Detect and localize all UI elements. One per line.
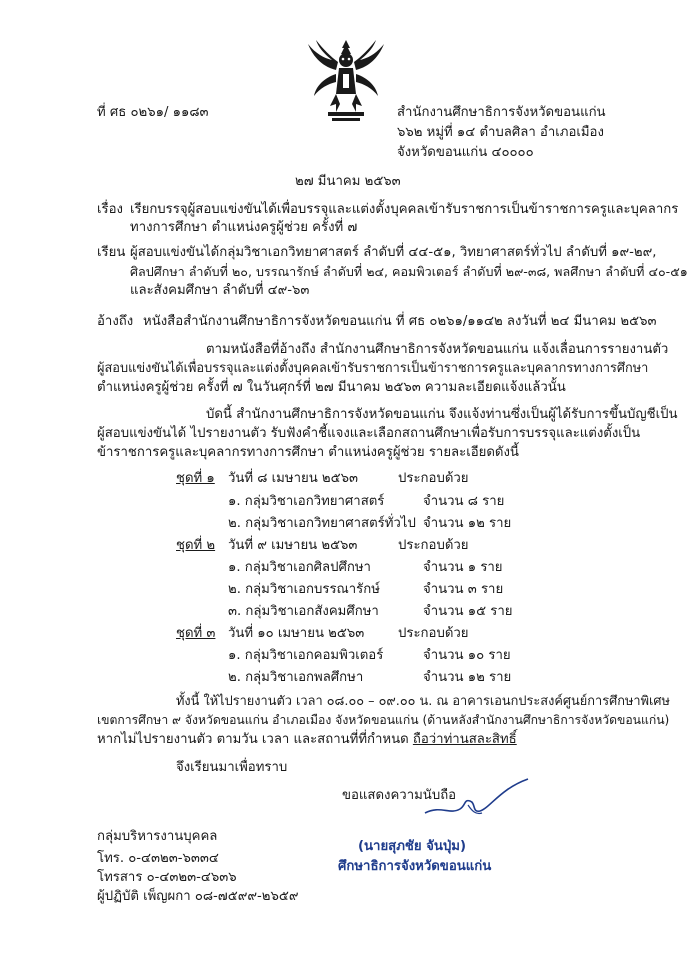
- signer-name: (นายสุภชัย จันปุ่ม): [358, 839, 467, 854]
- contact-department: กลุ่มบริหารงานบุคคล: [97, 829, 218, 844]
- contact-officer: ผู้ปฏิบัติ เพ็ญผกา ๐๘-๗๕๙๙-๒๖๕๙: [97, 889, 299, 904]
- contact-telephone: โทร. ๐-๔๓๒๓-๖๓๓๔: [97, 851, 219, 866]
- letter-date: ๒๗ มีนาคม ๒๕๖๓: [295, 174, 401, 189]
- group-3-item-1-name: ๑. กลุ่มวิชาเอกคอมพิวเตอร์: [228, 648, 384, 663]
- group-1-item-2-name: ๒. กลุ่มวิชาเอกวิทยาศาสตร์ทั่วไป: [228, 516, 416, 531]
- group-2-item-2-count: จำนวน ๓ ราย: [423, 582, 504, 597]
- reference-number: ที่ ศธ ๐๒๖๑/ ๑๑๘๓: [97, 105, 209, 120]
- group-2-item-2-name: ๒. กลุ่มวิชาเอกบรรณารักษ์: [228, 582, 380, 597]
- office-name: สำนักงานศึกษาธิการจังหวัดขอนแก่น: [397, 105, 606, 120]
- contact-fax: โทรสาร ๐-๔๓๒๓-๔๖๓๖: [97, 870, 237, 885]
- paragraph-1-line-3: ตำแหน่งครูผู้ช่วย ครั้งที่ ๗ ในวันศุกร์ที่ ๒๗ มีนาคม ๒๕๖๓ ความละเอียดแจ้งแล้วนั้น: [97, 380, 566, 395]
- paragraph-1-line-2: ผู้สอบแข่งขันได้เพื่อบรรจุและแต่งตั้งบุคคลเข้ารับราชการเป็นข้าราชการครูและบุคลากรทางการศึกษา: [97, 361, 649, 376]
- reference-label: อ้างถึง: [97, 314, 134, 329]
- garuda-emblem-icon: [306, 38, 386, 130]
- group-3-note: ประกอบด้วย: [398, 626, 469, 641]
- handwritten-signature-icon: [420, 775, 540, 820]
- to-line-2: ศิลปศึกษา ลำดับที่ ๒๐, บรรณารักษ์ ลำดับที่ ๒๔, คอมพิวเตอร์ ลำดับที่ ๒๙-๓๘, พลศึกษา ลำดับที่ ๔๐-๕๑: [130, 264, 688, 279]
- group-2-item-3-name: ๓. กลุ่มวิชาเอกสังคมศึกษา: [228, 604, 379, 619]
- closing-text: จึงเรียนมาเพื่อทราบ: [176, 760, 288, 775]
- paragraph-3-line-2: เขตการศึกษา ๙ จังหวัดขอนแก่น อำเภอเมือง จังหวัดขอนแก่น (ด้านหลังสำนักงานศึกษาธิการจังหวัดขอนแก่น): [97, 713, 670, 727]
- paragraph-2-line-3: ข้าราชการครูและบุคลากรทางการศึกษา ตำแหน่งครูผู้ช่วย รายละเอียดดังนี้: [97, 445, 519, 460]
- group-1-item-1-count: จำนวน ๘ ราย: [423, 494, 505, 509]
- group-3-date: วันที่ ๑๐ เมษายน ๒๕๖๓: [228, 626, 365, 641]
- group-2-label: ชุดที่ ๒: [176, 538, 216, 553]
- paragraph-3-text: หากไม่ไปรายงานตัว ตามวัน เวลา และสถานที่ที่กำหนด: [97, 732, 413, 747]
- office-address: ๖๖๒ หมู่ที่ ๑๔ ตำบลศิลา อำเภอเมือง: [397, 125, 604, 140]
- paragraph-2-line-1: บัดนี้ สำนักงานศึกษาธิการจังหวัดขอนแก่น จึงแจ้งท่านซึ่งเป็นผู้ได้รับการขึ้นบัญชีเป็น: [206, 407, 678, 422]
- subject-line-1: เรียกบรรจุผู้สอบแข่งขันได้เพื่อบรรจุและแต่งตั้งบุคคลเข้ารับราชการเป็นข้าราชการครูและบุคลากร: [130, 202, 679, 217]
- group-1-item-2-count: จำนวน ๑๒ ราย: [423, 516, 512, 531]
- group-2-item-1-count: จำนวน ๑ ราย: [423, 560, 503, 575]
- group-2-item-1-name: ๑. กลุ่มวิชาเอกศิลปศึกษา: [228, 560, 371, 575]
- group-2-date: วันที่ ๙ เมษายน ๒๕๖๓: [228, 538, 358, 553]
- paragraph-2-line-2: ผู้สอบแข่งขันได้ ไปรายงานตัว รับฟังคำชี้แจงและเลือกสถานศึกษาเพื่อรับการบรรจุและแต่งตั้งเป็น: [97, 426, 641, 441]
- group-1-item-1-name: ๑. กลุ่มวิชาเอกวิทยาศาสตร์: [228, 494, 385, 509]
- subject-line-2: ทางการศึกษา ตำแหน่งครูผู้ช่วย ครั้งที่ ๗: [130, 220, 358, 235]
- to-line-3: และสังคมศึกษา ลำดับที่ ๔๙-๖๓: [130, 283, 310, 298]
- forfeit-notice: ถือว่าท่านสละสิทธิ์: [412, 732, 517, 747]
- group-1-note: ประกอบด้วย: [398, 471, 469, 486]
- paragraph-1-line-1: ตามหนังสือที่อ้างถึง สำนักงานศึกษาธิการจังหวัดขอนแก่น แจ้งเลื่อนการรายงานตัว: [206, 342, 669, 357]
- to-label: เรียน: [97, 245, 126, 260]
- group-3-item-2-count: จำนวน ๑๒ ราย: [423, 670, 512, 685]
- group-2-note: ประกอบด้วย: [398, 538, 469, 553]
- signer-title: ศึกษาธิการจังหวัดขอนแก่น: [338, 859, 492, 874]
- group-3-item-1-count: จำนวน ๑๐ ราย: [423, 648, 511, 663]
- to-line-1: ผู้สอบแข่งขันได้กลุ่มวิชาเอกวิทยาศาสตร์ ลำดับที่ ๔๔-๕๑, วิทยาศาสตร์ทั่วไป ลำดับที่ ๑๙-๒๙,: [130, 245, 657, 260]
- group-1-date: วันที่ ๘ เมษายน ๒๕๖๓: [228, 471, 358, 486]
- paragraph-3-line-1: ทั้งนี้ ให้ไปรายงานตัว เวลา ๐๘.๐๐ – ๐๙.๐๐ น. ณ อาคารเอนกประสงค์ศูนย์การศึกษาพิเศษ: [176, 694, 670, 709]
- office-province: จังหวัดขอนแก่น ๔๐๐๐๐: [397, 145, 534, 160]
- reference-text: หนังสือสำนักงานศึกษาธิการจังหวัดขอนแก่น ที่ ศธ ๐๒๖๑/๑๑๔๒ ลงวันที่ ๒๔ มีนาคม ๒๕๖๓: [143, 314, 657, 329]
- group-2-item-3-count: จำนวน ๑๕ ราย: [423, 604, 513, 619]
- group-3-label: ชุดที่ ๓: [176, 626, 216, 641]
- group-1-label: ชุดที่ ๑: [176, 471, 215, 486]
- subject-label: เรื่อง: [97, 202, 123, 217]
- regards-text: ขอแสดงความนับถือ: [342, 788, 457, 803]
- group-3-item-2-name: ๒. กลุ่มวิชาเอกพลศึกษา: [228, 670, 364, 685]
- paragraph-3-line-3: [97, 731, 517, 748]
